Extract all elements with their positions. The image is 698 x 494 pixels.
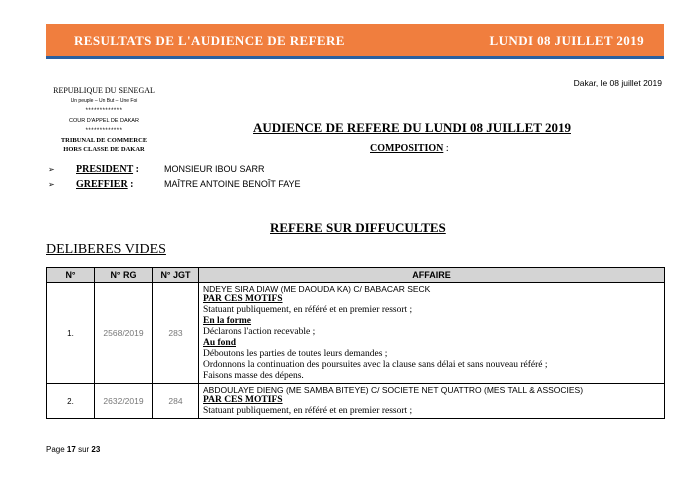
- role-label: PRESIDENT: [76, 164, 134, 175]
- case-number: 2.: [47, 384, 95, 419]
- tribunal-class: HORS CLASSE DE DAKAR: [63, 146, 145, 153]
- case-parties: NDEYE SIRA DIAW (ME DAOUDA KA) C/ BABACAR SECK: [203, 284, 431, 294]
- tribunal-name: TRIBUNAL DE COMMERCE: [60, 137, 148, 144]
- footer-current-page: 17: [66, 445, 76, 454]
- role-label: GREFFIER: [76, 179, 128, 190]
- decision-line: Faisons masse des dépens.: [203, 371, 304, 381]
- banner-title: RESULTATS DE L'AUDIENCE DE REFERE: [74, 33, 345, 48]
- national-motto: Un peuple – Un But – Une Foi: [70, 98, 138, 104]
- role-name: MAÎTRE ANTOINE BENOÎT FAYE: [164, 179, 301, 189]
- role-greffier: [48, 179, 301, 190]
- table-header-row: [47, 268, 665, 283]
- court-name: COUR D'APPEL DE DAKAR: [69, 118, 139, 124]
- decision-line: Déclarons l'action recevable ;: [203, 327, 316, 337]
- case-number: 1.: [47, 283, 95, 384]
- case-decision: [203, 395, 660, 417]
- page-footer: [46, 445, 100, 454]
- role-president: [48, 164, 265, 175]
- composition-label: COMPOSITION: [370, 143, 444, 154]
- footer-of-word: sur: [78, 445, 90, 454]
- footer-page-word: Page: [46, 445, 65, 454]
- case-affaire: [199, 384, 665, 419]
- case-jgt: 283: [153, 283, 199, 384]
- case-affaire: [199, 283, 665, 384]
- header-banner: [46, 24, 664, 59]
- decision-line: Déboutons les parties de toutes leurs demandes ;: [203, 349, 388, 359]
- decision-line: Ordonnons la continuation des poursuites avec la clause sans délai et sans nouveau référé ;: [203, 360, 548, 370]
- case-decision: [203, 294, 660, 382]
- column-header-rg: N° RG: [95, 268, 153, 283]
- decision-line: Statuant publiquement, en référé et en premier ressort ;: [203, 406, 413, 416]
- subsection-title: DELIBERES VIDES: [46, 242, 166, 257]
- case-rg: 2632/2019: [95, 384, 153, 419]
- document-date: Dakar, le 08 juillet 2019: [573, 78, 662, 88]
- decision-heading: PAR CES MOTIFS: [203, 395, 283, 405]
- republic-name: REPUBLIQUE DU SENEGAL: [53, 86, 155, 95]
- column-header-affaire: AFFAIRE: [199, 268, 665, 283]
- case-parties: ABDOULAYE DIENG (ME SAMBA BITEYE) C/ SOCIETE NET QUATTRO (MES TALL & ASSOCIES): [203, 385, 584, 395]
- section-title: REFERE SUR DIFFUCULTES: [270, 220, 446, 235]
- audience-title: AUDIENCE DE REFERE DU LUNDI 08 JUILLET 2019: [253, 120, 571, 135]
- role-separator: :: [133, 164, 139, 175]
- case-rg: 2568/2019: [95, 283, 153, 384]
- stars-divider-2: *************: [85, 128, 123, 134]
- decision-heading: Au fond: [203, 338, 236, 348]
- composition-heading: [370, 143, 449, 154]
- decision-heading: En la forme: [203, 316, 252, 326]
- arrow-bullet-icon: ➢: [48, 165, 55, 174]
- results-table: [46, 267, 665, 419]
- column-header-number: N°: [47, 268, 95, 283]
- banner-date: LUNDI 08 JUILLET 2019: [489, 33, 644, 48]
- composition-colon: :: [443, 143, 449, 154]
- column-header-jgt: N° JGT: [153, 268, 199, 283]
- role-separator: :: [127, 179, 134, 190]
- table-row: [47, 283, 665, 384]
- organization-block: [46, 86, 162, 154]
- footer-total-pages: 23: [91, 445, 101, 454]
- decision-heading: PAR CES MOTIFS: [203, 294, 283, 304]
- role-name: MONSIEUR IBOU SARR: [164, 164, 265, 174]
- decision-line: Statuant publiquement, en référé et en premier ressort ;: [203, 305, 413, 315]
- case-jgt: 284: [153, 384, 199, 419]
- arrow-bullet-icon: ➢: [48, 180, 55, 189]
- table-row: [47, 384, 665, 419]
- stars-divider: *************: [85, 108, 123, 114]
